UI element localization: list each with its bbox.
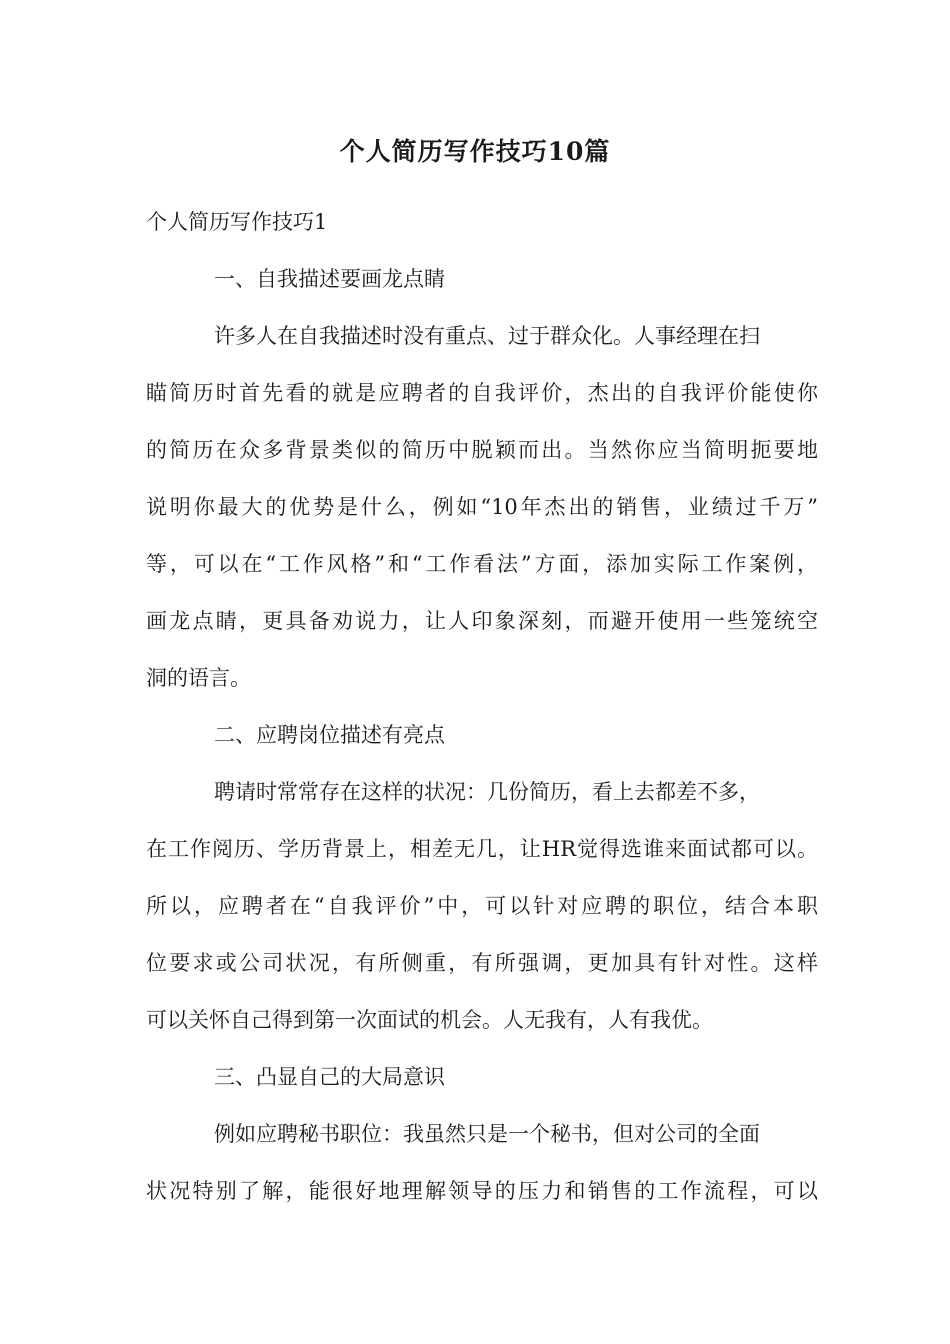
- paragraph-line: 说明你最大的优势是什么，例如“10年杰出的销售，业绩过千万”: [146, 495, 818, 519]
- paragraph-line: 所以，应聘者在“自我评价”中，可以针对应聘的职位，结合本职: [146, 894, 818, 918]
- paragraph-line: 画龙点睛，更具备劝说力，让人印象深刻，而避开使用一些笼统空: [146, 609, 818, 633]
- document-subtitle: 个人简历写作技巧1: [146, 210, 328, 234]
- paragraph-line: 可以关怀自己得到第一次面试的机会。人无我有，人有我优。: [146, 1008, 713, 1032]
- section-heading: 一、自我描述要画龙点睛: [214, 267, 445, 291]
- paragraph-line: 聘请时常常存在这样的状况：几份简历，看上去都差不多，: [214, 780, 760, 804]
- paragraph-line: 在工作阅历、学历背景上，相差无几，让HR觉得选谁来面试都可以。: [146, 837, 818, 861]
- paragraph-line: 许多人在自我描述时没有重点、过于群众化。人事经理在扫: [214, 324, 760, 348]
- paragraph-line: 的简历在众多背景类似的简历中脱颖而出。当然你应当简明扼要地: [146, 438, 818, 462]
- paragraph-line: 瞄简历时首先看的就是应聘者的自我评价，杰出的自我评价能使你: [146, 381, 818, 405]
- paragraph-line: 洞的语言。: [146, 666, 251, 690]
- section-heading: 二、应聘岗位描述有亮点: [214, 723, 445, 747]
- section-heading: 三、凸显自己的大局意识: [214, 1065, 445, 1089]
- paragraph-line: 位要求或公司状况，有所侧重，有所强调，更加具有针对性。这样: [146, 951, 818, 975]
- paragraph-line: 例如应聘秘书职位：我虽然只是一个秘书，但对公司的全面: [214, 1122, 760, 1146]
- paragraph-line: 等，可以在“工作风格”和“工作看法”方面，添加实际工作案例，: [146, 552, 818, 576]
- paragraph-line: 状况特别了解，能很好地理解领导的压力和销售的工作流程，可以: [146, 1179, 818, 1203]
- document-title: 个人简历写作技巧10篇: [339, 137, 611, 166]
